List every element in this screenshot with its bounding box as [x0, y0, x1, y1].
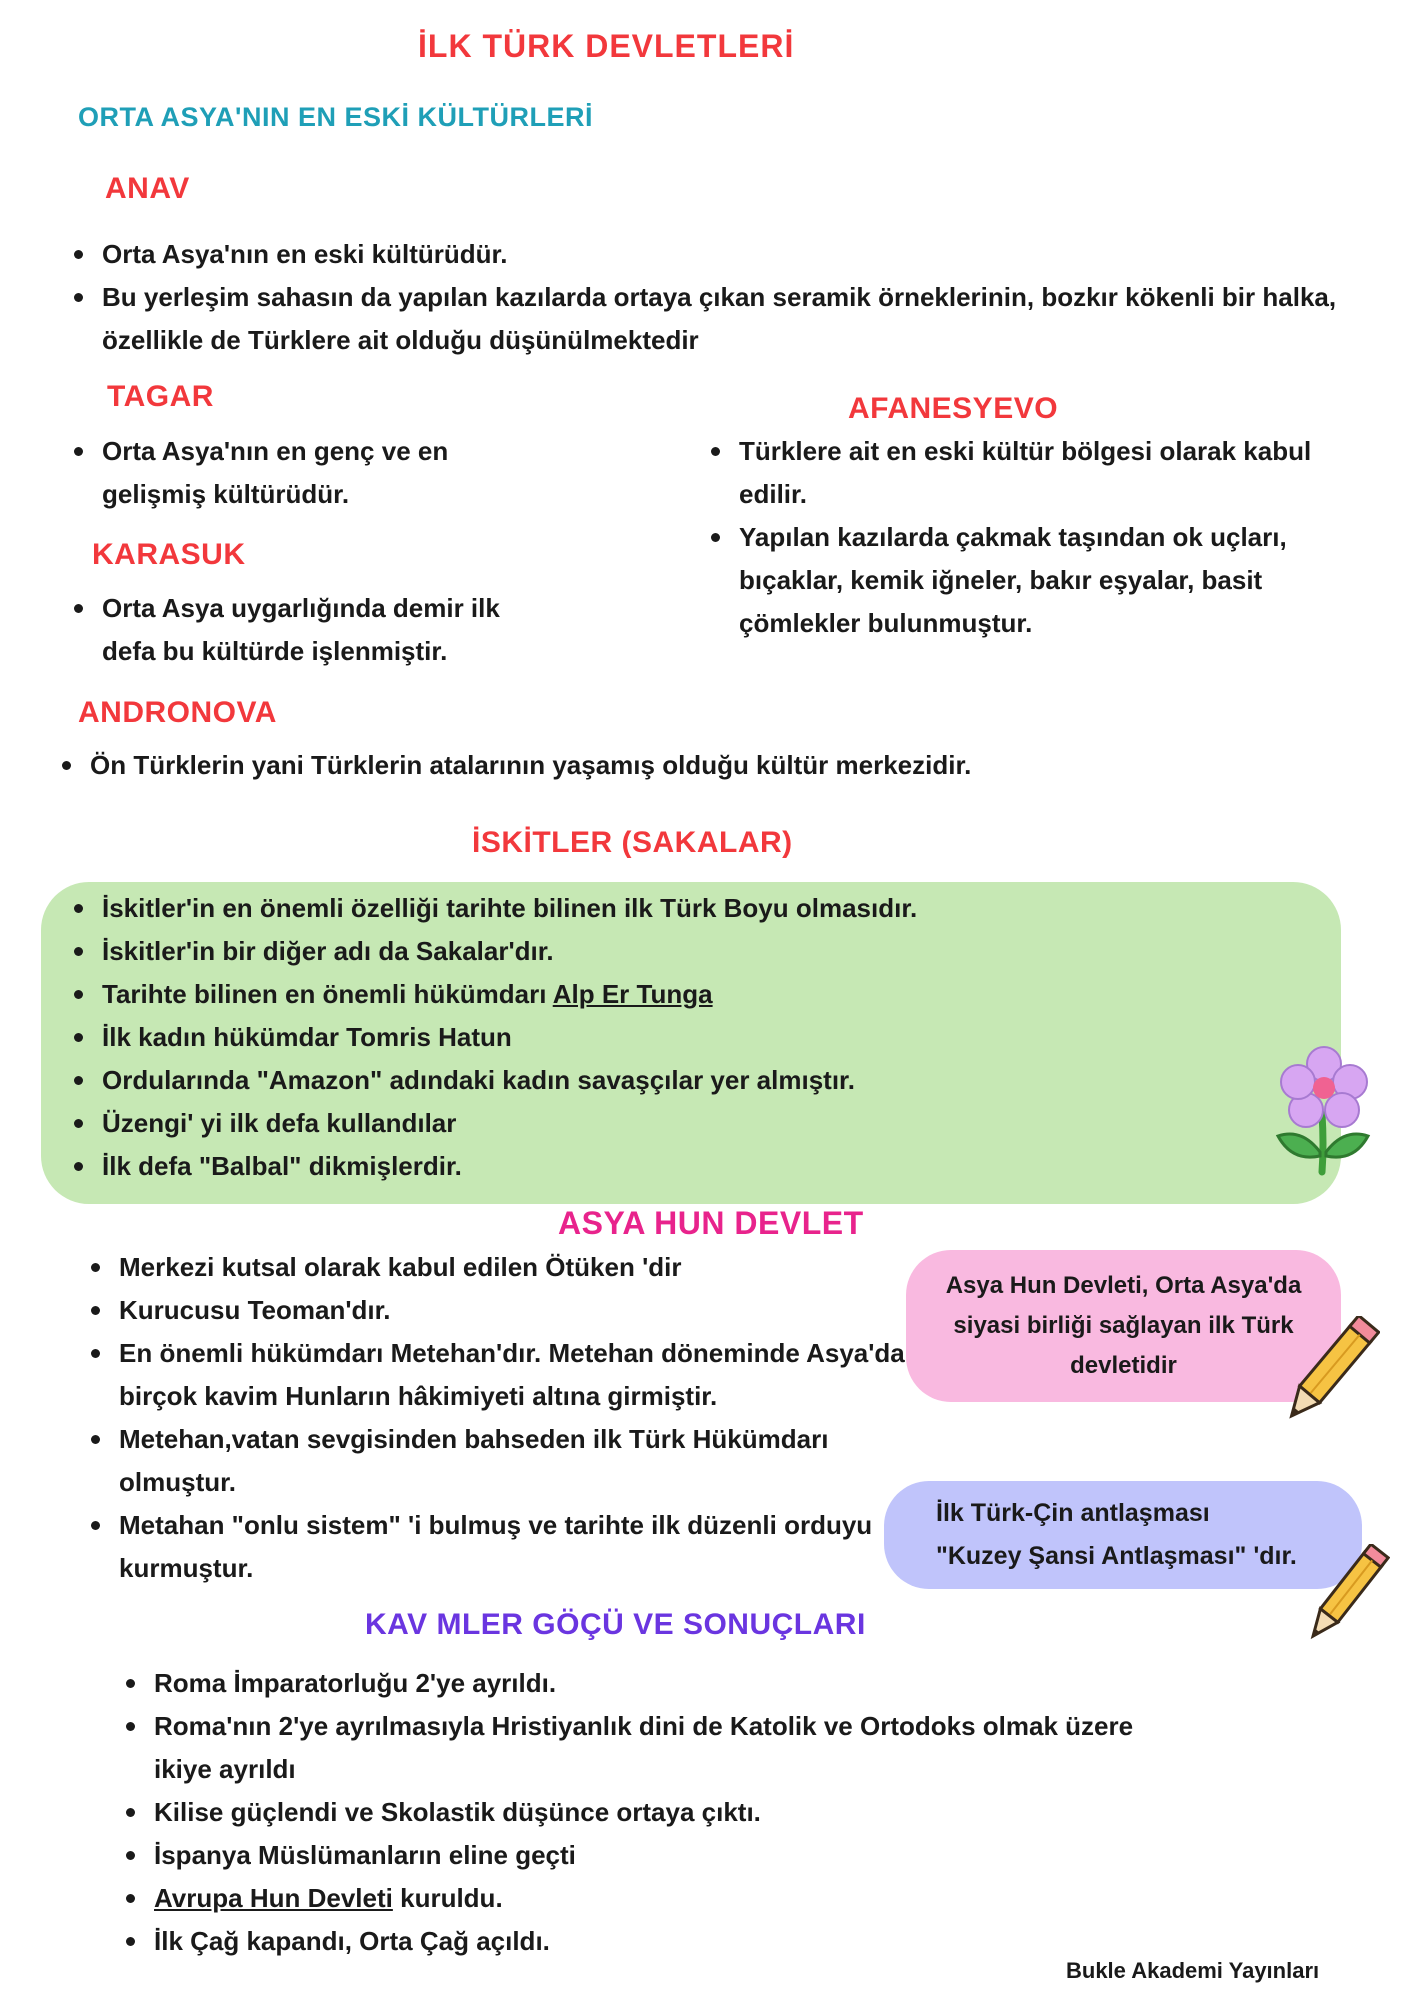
iskitler-heading: İSKİTLER (SAKALAR) [472, 826, 793, 859]
asya-hun-heading: ASYA HUN DEVLET [558, 1205, 864, 1241]
afanesyevo-list [703, 430, 1323, 645]
list-item: En önemli hükümdarı Metehan'dır. Metehan döneminde Asya'da birçok kavim Hunların hâkimiyeti altına girmiştir. [83, 1332, 923, 1418]
pencil-icon [1294, 1544, 1390, 1654]
kavimler-heading: KAV MLER GÖÇÜ VE SONUÇLARI [365, 1608, 866, 1641]
list-item: Kurucusu Teoman'dır. [83, 1289, 923, 1332]
list-item: Tarihte bilinen en önemli hükümdarı Alp Er Tunga [66, 973, 1266, 1016]
list-item: Yapılan kazılarda çakmak taşından ok uçları, bıçaklar, kemik iğneler, bakır eşyalar, basit çömlekler bulunmuştur. [703, 516, 1323, 645]
kavimler-list [118, 1662, 1158, 1963]
list-item: Roma İmparatorluğu 2'ye ayrıldı. [118, 1662, 1158, 1705]
list-item: Ordularında "Amazon" adındaki kadın savaşçılar yer almıştır. [66, 1059, 1266, 1102]
tagar-list [66, 430, 506, 516]
list-item: Metahan "onlu sistem" 'i bulmuş ve tarihte ilk düzenli orduyu kurmuştur. [83, 1504, 923, 1590]
list-item: Merkezi kutsal olarak kabul edilen Ötüken 'dir [83, 1246, 923, 1289]
list-item: Türklere ait en eski kültür bölgesi olarak kabul edilir. [703, 430, 1323, 516]
list-item: İlk defa "Balbal" dikmişlerdir. [66, 1145, 1266, 1188]
list-item: İskitler'in bir diğer adı da Sakalar'dır. [66, 930, 1266, 973]
iskitler-list [66, 887, 1266, 1188]
karasuk-heading: KARASUK [92, 538, 246, 571]
list-item: Metehan,vatan sevgisinden bahseden ilk Türk Hükümdarı olmuştur. [83, 1418, 923, 1504]
tagar-heading: TAGAR [107, 380, 214, 413]
list-item: İspanya Müslümanların eline geçti [118, 1834, 1158, 1877]
andronova-heading: ANDRONOVA [78, 696, 277, 729]
list-item: Bu yerleşim sahasın da yapılan kazılarda ortaya çıkan seramik örneklerinin, bozkır kökenli bir halka, özellikle de Türklere ait olduğu düşünülmektedir [66, 276, 1386, 362]
list-item: Orta Asya'nın en eski kültürüdür. [66, 233, 1386, 276]
pencil-icon [1270, 1316, 1380, 1436]
list-item: Ön Türklerin yani Türklerin atalarının yaşamış olduğu kültür merkezidir. [54, 744, 1254, 787]
anav-heading: ANAV [105, 172, 190, 205]
karasuk-list [66, 587, 546, 673]
list-item: İlk kadın hükümdar Tomris Hatun [66, 1016, 1266, 1059]
section-subtitle: ORTA ASYA'NIN EN ESKİ KÜLTÜRLERİ [78, 102, 593, 132]
list-item: Roma'nın 2'ye ayrılmasıyla Hristiyanlık dini de Katolik ve Ortodoks olmak üzere ikiye ayrıldı [118, 1705, 1158, 1791]
anav-list [66, 233, 1386, 362]
asya-hun-note-text: Asya Hun Devleti, Orta Asya'da siyasi birliği sağlayan ilk Türk devletidir [945, 1272, 1302, 1379]
antlasma-line-2: "Kuzey Şansi Antlaşması" 'dır. [936, 1542, 1297, 1570]
list-item: Avrupa Hun Devleti kuruldu. [118, 1877, 1158, 1920]
antlasma-note [884, 1481, 1362, 1589]
list-item: Kilise güçlendi ve Skolastik düşünce ortaya çıktı. [118, 1791, 1158, 1834]
page-title: İLK TÜRK DEVLETLERİ [418, 28, 795, 64]
list-item: Orta Asya uygarlığında demir ilk defa bu kültürde işlenmiştir. [66, 587, 546, 673]
andronova-list [54, 744, 1254, 787]
footer-publisher: Bukle Akademi Yayınları [1066, 1958, 1320, 1983]
antlasma-line-1: İlk Türk-Çin antlaşması [936, 1499, 1210, 1527]
list-item: Orta Asya'nın en genç ve en gelişmiş kültürüdür. [66, 430, 506, 516]
list-item: Üzengi' yi ilk defa kullandılar [66, 1102, 1266, 1145]
alp-er-tunga-link[interactable]: Alp Er Tunga [552, 979, 713, 1009]
list-item: İlk Çağ kapandı, Orta Çağ açıldı. [118, 1920, 1158, 1963]
avrupa-hun-link[interactable]: Avrupa Hun Devleti [154, 1883, 393, 1913]
asya-hun-list [83, 1246, 923, 1590]
list-item: İskitler'in en önemli özelliği tarihte bilinen ilk Türk Boyu olmasıdır. [66, 887, 1266, 930]
flower-icon [1272, 1044, 1376, 1178]
afanesyevo-heading: AFANESYEVO [848, 392, 1059, 425]
